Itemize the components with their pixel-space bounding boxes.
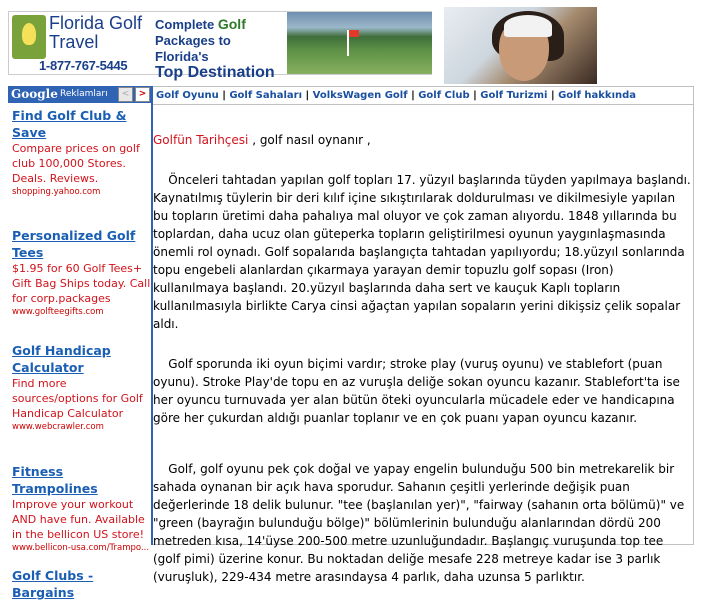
article-intro [153,131,693,149]
google-logo[interactable]: Google [11,87,58,101]
next-ad-button[interactable]: > [135,87,150,102]
ads-header [8,86,151,103]
intro-text: , golf nasıl oynanır , [248,133,371,147]
nav-volkswagen-golf[interactable]: VolksWagen Golf [312,90,408,101]
promo-line2: Packages to Florida's [155,33,231,64]
ads-label[interactable]: Reklamları [60,89,108,99]
article-paragraph [153,355,693,427]
ad-description: Find more sources/options for Golf Handicap Calculator [12,377,143,420]
promo-text [155,16,285,81]
top-navigation [153,87,693,105]
article-paragraph [153,460,693,586]
ad-description: Improve your workout AND have fun. Available in the bellicon US store! [12,498,145,541]
nav-separator: | [222,90,226,101]
logo-name: Florida Golf Travel [49,13,143,52]
golfer-photo [444,7,597,84]
site-logo[interactable] [9,12,149,76]
golf-course-image [287,12,432,74]
ad-item [8,459,151,563]
nav-separator: | [550,90,555,101]
ad-url-link[interactable]: www.golfteegifts.com [12,307,104,317]
paragraph-2: Golf sporunda iki oyun biçimi vardır; stroke play (vuruş oyunu) ve stablefort (puan oyunu). Stroke Play'de topu en az vuruşla deliğe sokan oyuncu kazanır. Stablefort'ta ise her oyuncu turnuvada yer alan bütün öteki oyuncularla mücadele eder ve handicapına göre her çukurdan aldığı puanlar toplanır ve en çok puanı yapan oyuncu kazanır. [153,357,680,425]
ad-title-link[interactable]: Find Golf Club & Save [12,108,127,140]
nav-golf-sahalari[interactable]: Golf Sahaları [229,90,303,101]
pin-flag-icon [347,30,349,56]
ad-title-link[interactable]: Personalized Golf Tees [12,228,136,260]
nav-golf-oyunu[interactable]: Golf Oyunu [156,90,219,101]
prev-ad-button[interactable]: < [118,87,133,102]
ad-item [8,103,151,223]
promo-line3: Top Destination [155,64,275,81]
google-ads-sidebar [8,86,151,600]
main-content-panel [153,86,694,584]
ad-item [8,563,151,601]
paragraph-3: Golf, golf oyunu pek çok doğal ve yapay engelin bulunduğu 500 bin metrekarelik bir sahada oynanan bir açık hava sporudur. Sahanın çeşitli yerlerinde değişik puan değerlerinde 18 delik bulunur. "tee (başlanılan yer)", "fairway (sahanın orta bölümü)" ve "green (bayrağın bulunduğu bölge)" bölümlerinin bulunduğu alanlarından dördü 200 metreden kısa, 14'üyse 200-500 metre uzunluğundadır. Başlangıç vuruşunda top tee (golf pimi) üzerine konur. Bu noktadan deliğe mesafe 228 metreye kadar ise 3 parlık (vuruşluk), 229-434 metre arasındaysa 4 parlık, daha uzunsa 5 parlıktır. [153,462,685,584]
ad-description: $1.95 for 60 Golf Tees+ Gift Bag Ships today. Call for corp.packages [12,262,151,305]
nav-golf-hakkinda[interactable]: Golf hakkında [558,90,637,101]
promo-em: Golf [217,16,246,32]
promo-line1: Complete [155,17,215,32]
ad-url-link[interactable]: www.webcrawler.com [12,422,104,432]
ad-title-link[interactable]: Golf Handicap Calculator [12,343,111,375]
top-banner[interactable] [8,11,432,81]
ad-item [8,223,151,338]
ad-url-link[interactable]: www.bellicon-usa.com/Trampo... [12,543,150,553]
ad-item [8,338,151,459]
article-body [153,131,693,586]
nav-separator: | [305,90,310,101]
nav-separator: | [473,90,477,101]
golf-flag-icon [12,15,46,59]
ad-url-link[interactable]: shopping.yahoo.com [12,187,101,197]
ad-title-link[interactable]: Fitness Trampolines [12,464,98,496]
history-link[interactable]: Golfün Tarihçesi [153,133,249,147]
ad-title-link[interactable]: Golf Clubs - Bargains [12,568,94,600]
nav-golf-turizmi[interactable]: Golf Turizmi [480,90,548,101]
nav-separator: | [411,90,415,101]
ad-description: Compare prices on golf club 100,000 Stores. Deals. Reviews. [12,142,140,185]
nav-golf-club[interactable]: Golf Club [418,90,470,101]
photo-cap [504,15,552,37]
logo-phone: 1-877-767-5445 [39,58,128,73]
paragraph-1: Önceleri tahtadan yapılan golf topları 17. yüzyıl başlarında tüyden yapılmaya başlandı. Kaynatılmış tüylerin bir deri kılıf içine sıkıştırılarak doldurulması ve dikilmesiyle yapılan bu topların üretimi daha pahalıya mal oluyor ve çok zaman alıyordu. 1848 yıllarında bu toplardan, daha ucuz olan güteperka topların geliştirilmesi oyunun yaygınlaşmasında önemli rol oynadı. Golf sopalarıda başlangıçta tahtadan yapılıyordu; 18.yüzyıl sonlarında topu engebeli alanlardan çıkarmaya yarayan demir topuzlu golf sopası (Iron) kullanılmaya başlandı. 20.yüzyıl başlarında daha sert ve kauçuk Kaplı topların kullanılmasıyla birlikte Carya cinsi ağaçtan yapılan sopaların yerini dikişsiz çelik sopalar aldı. [153,173,691,331]
article-paragraph [153,171,693,333]
